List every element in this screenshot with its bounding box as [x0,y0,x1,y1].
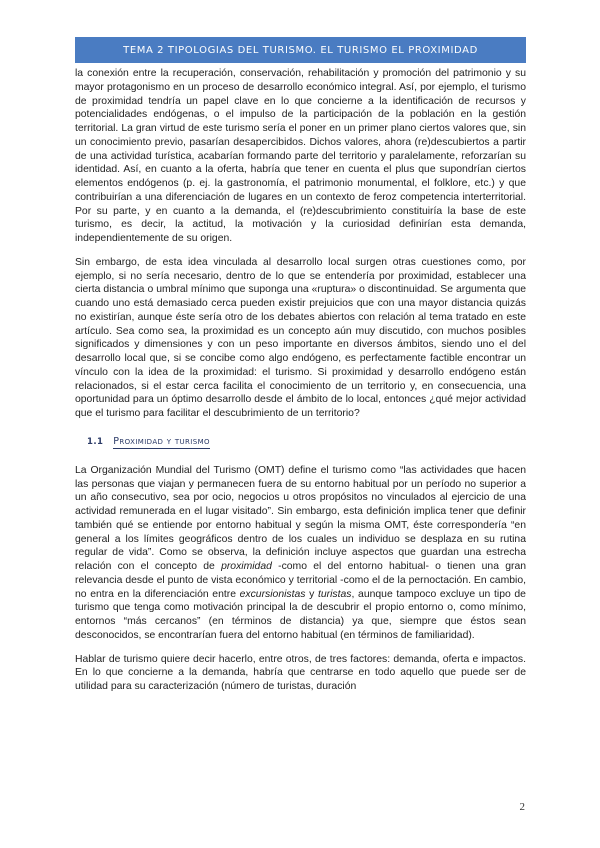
section-title: Proximidad y turismo [113,435,210,447]
term-turistas: turistas [318,588,352,600]
paragraph-3-text-b: -como el del entorno habitual- o tienen una gran relevancia desde el punto de vista económico y territorial -como el de la pernoctación. En cambio, no entra en la diferenciación entre [75,561,526,600]
chapter-header [75,37,526,63]
paragraph-2: Sin embargo, de esta idea vinculada al desarrollo local surgen otras cuestiones como, por ejemplo, si no sería necesario, dentro de lo que se entendería por proximidad, establecer una cierta distancia o umbral mínimo que suponga una «ruptura» o discontinuidad. Se argumenta que cuando uno está demasiado cerca pueden existir prejuicios que con una mayor distancia quizás no existirían, aunque éste sería otro de los debates abiertos con relación al tema tratado en este artículo. Sea como sea, la proximidad es un concepto aún muy discutido, con muchos posibles significados y dimensiones y con un peso importante en diversos ámbitos, siendo uno el del desarrollo local que, si se concibe como algo endógeno, es perfectamente factible encontrar un vínculo con la idea de la proximidad: el turismo. Si proximidad y desarrollo endógeno están relacionados, si el estar cerca facilita el conocimiento de un territorio y, en consecuencia, una oportunidad para un óptimo desarrollo desde el ámbito de lo local, entonces ¿qué mejor actividad que el turismo para facilitar el descubrimiento de un territorio? [75,256,526,419]
term-proximidad: proximidad [221,561,272,572]
paragraph-3 [75,464,526,643]
paragraph-1: la conexión entre la recuperación, conservación, rehabilitación y promoción del patrimonio y su mayor protagonismo en un proceso de desarrollo económico integral. Así, por ejemplo, el turismo de proximidad tendría un papel clave en lo que concierne a la identificación de recursos y potencialidades endógenas, o el impulso de la participación de la población en la gestión territorial. La gran virtud de este turismo sería el poner en un primer plano ciertos valores que, sin un conocimiento previo, pasarían desapercibidos. Dichos valores, ahora (re)descubiertos a partir de una actividad turística, acabarían formando parte del territorio y paralelamente, reforzarían su identidad. Así, en cuanto a la oferta, habría que tener en cuenta el plus que supondrían ciertos elementos endógenos (p. ej. la gastronomía, el patrimonio monumental, el folklore, etc.) y que contribuirían a una diferenciación de lugares en un contexto de feroz competencia interterritorial. Por su parte, y en cuanto a la demanda, el (re)descubrimiento constituiría la base de este turismo, es decir, la actitud, la motivación y la curiosidad definirían esta demanda, independientemente de su origen. [75,68,526,244]
chapter-title: TEMA 2 TIPOLOGIAS DEL TURISMO. EL TURISMO EL PROXIMIDAD [123,44,478,56]
term-excursionistas: excursionistas [239,588,306,600]
paragraph-3-text-c: y [305,588,318,600]
paragraph-4: Hablar de turismo quiere decir hacerlo, entre otros, de tres factores: demanda, oferta e impactos. En lo que concierne a la demanda, habría que centrarse en todo aquello que puede ser de utilidad para su caracterización (número de turistas, duración [75,653,526,692]
page-body [75,67,526,694]
section-heading [87,436,526,449]
paragraph-3-text-a: La Organización Mundial del Turismo (OMT) define el turismo como “las actividades que hacen las personas que viajan y permanecen fuera de su entorno habitual por un período no superior a un año consecutivo, sea por ocio, negocios u otros propósitos no vinculados al ejercicio de una actividad remunerada en el lugar visitado”. Sin embargo, esta definición implica tener que definir también qué se entiende por entorno habitual y según la misma OMT, éste correspondería “en general a los límites geográficos dentro de los cuales un individuo se desplaza en su rutina regular de vida”. Como se observa, la definición incluye aspectos que guardan una estrecha relación con el concepto de [75,464,526,572]
paragraph-3-text-d: , aunque tampoco excluye un tipo de turismo que tenga como motivación principal la de descubrir el propio entorno o, como mínimo, entornos “más cercanos” (en términos de distancia) ya que, siempre que éstos sean desconocidos, se encontrarían fuera del entorno habitual (en términos de familiaridad). [75,588,526,641]
section-number: 1.1 [87,436,104,447]
page-number: 2 [519,801,525,813]
